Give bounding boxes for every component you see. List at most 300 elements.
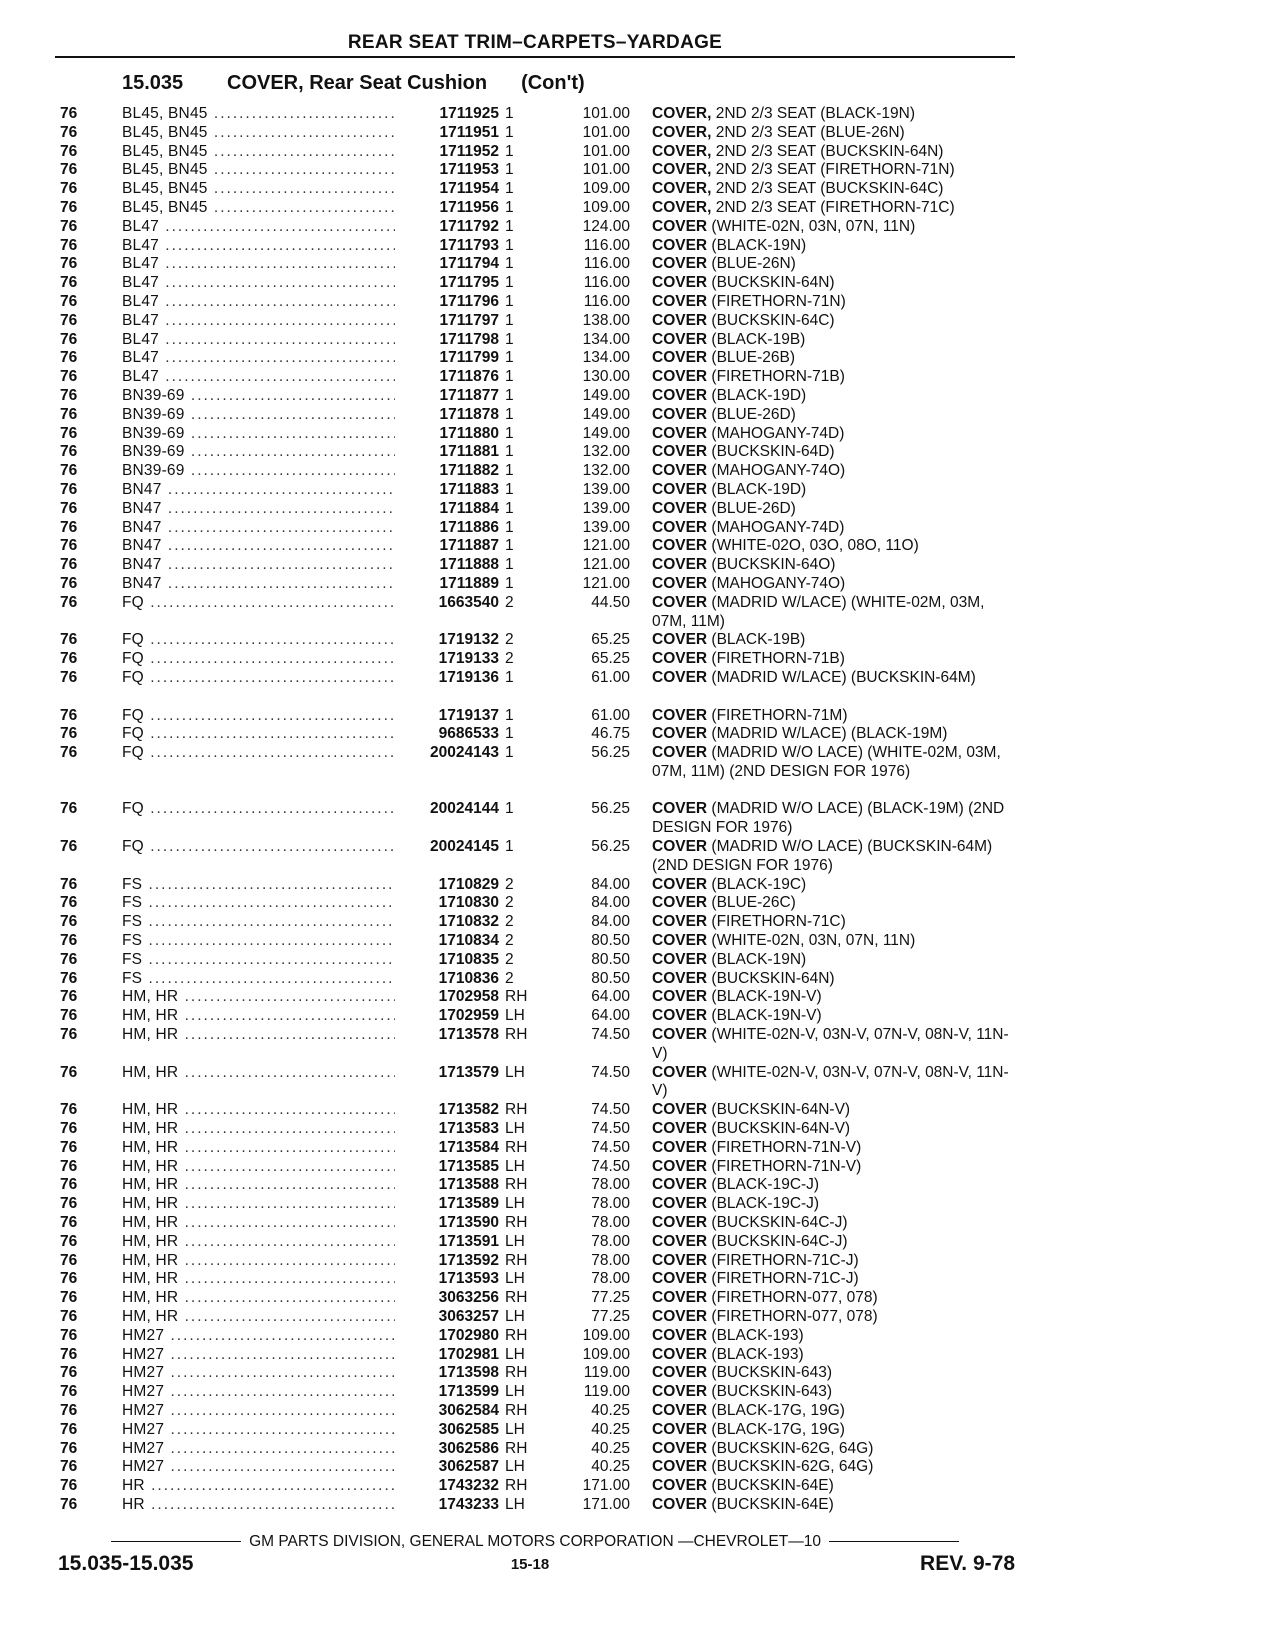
description-cell — [652, 970, 1017, 989]
part-number-cell: 1711888 — [395, 556, 499, 575]
part-number-cell: 1713578 — [395, 1026, 499, 1045]
description-text: (FIRETHORN-077, 078) — [707, 1308, 878, 1325]
description-cell — [652, 1120, 1017, 1139]
price-cell: 80.50 — [591, 950, 630, 968]
year-cell: 76 — [60, 1063, 78, 1081]
part-number-cell: 1711889 — [395, 575, 499, 594]
price-cell: 139.00 — [582, 499, 630, 517]
part-number-cell: 1713589 — [395, 1195, 499, 1214]
price-cell: 109.00 — [582, 1345, 630, 1363]
quantity-cell: 1 — [505, 725, 514, 743]
quantity-cell: 2 — [505, 631, 514, 649]
table-row — [0, 951, 1280, 970]
description-lead: COVER — [652, 913, 708, 931]
description-text: (FIRETHORN-71N-V) — [707, 1157, 862, 1175]
price-cell: 121.00 — [582, 574, 630, 592]
price-cell: 132.00 — [582, 443, 630, 461]
price-cell: 138.00 — [582, 311, 630, 329]
price-cell: 65.25 — [591, 631, 630, 649]
quantity-cell: 1 — [505, 292, 514, 310]
description-text: 2ND 2/3 SEAT (BUCKSKIN-64C) — [711, 180, 944, 198]
price-cell: 139.00 — [582, 518, 630, 536]
quantity-cell: 1 — [505, 330, 514, 348]
quantity-cell: RH — [505, 1364, 528, 1382]
year-cell: 76 — [60, 800, 78, 818]
description-lead: COVER — [652, 988, 708, 1006]
part-number-cell: 1711797 — [395, 312, 499, 331]
description-cell — [652, 1402, 1017, 1421]
description-cell — [652, 1158, 1017, 1177]
price-cell: 74.50 — [591, 1101, 630, 1119]
description-lead: COVER — [652, 1157, 708, 1175]
description-lead: COVER — [652, 650, 708, 668]
part-number-cell: 1702980 — [395, 1327, 499, 1346]
model-cell: HM, HR ..... — [122, 1064, 412, 1083]
model-cell: FS ..... — [122, 951, 412, 970]
description-cell — [652, 913, 1017, 932]
description-lead: COVER — [652, 1495, 708, 1513]
year-cell: 76 — [60, 1326, 78, 1344]
table-row — [0, 876, 1280, 895]
quantity-cell: 2 — [505, 969, 514, 987]
description-lead: COVER — [652, 668, 708, 686]
description-text: (BUCKSKIN-64E) — [707, 1495, 834, 1513]
year-cell: 76 — [60, 1458, 78, 1476]
description-cell — [652, 1308, 1017, 1327]
year-cell: 76 — [60, 274, 78, 292]
year-cell: 76 — [60, 255, 78, 273]
description-lead: COVER — [652, 292, 708, 310]
description-text: (WHITE-02N, 03N, 07N, 11N) — [707, 217, 916, 235]
table-row — [0, 631, 1280, 650]
description-text: (BUCKSKIN-64N) — [707, 969, 835, 987]
model-cell: BL45, BN45 ..... — [122, 161, 412, 180]
table-row — [0, 349, 1280, 368]
footer-revision: REV. 9-78 — [920, 1552, 1015, 1575]
description-cell — [652, 1026, 1017, 1064]
price-cell: 84.00 — [591, 894, 630, 912]
model-cell: HM27 ..... — [122, 1327, 412, 1346]
table-row — [0, 199, 1280, 218]
model-cell: BN47 ..... — [122, 575, 412, 594]
description-lead: COVER — [652, 969, 708, 987]
model-cell: HM27 ..... — [122, 1364, 412, 1383]
quantity-cell: 1 — [505, 142, 514, 160]
quantity-cell: 1 — [505, 668, 514, 686]
quantity-cell: 1 — [505, 800, 514, 818]
part-number-cell: 1711796 — [395, 293, 499, 312]
description-cell — [652, 1101, 1017, 1120]
price-cell: 61.00 — [591, 706, 630, 724]
table-row — [0, 1158, 1280, 1177]
table-row — [0, 575, 1280, 594]
description-cell — [652, 1195, 1017, 1214]
part-number-cell: 1710830 — [395, 894, 499, 913]
table-row — [0, 669, 1280, 707]
price-cell: 78.00 — [591, 1232, 630, 1250]
part-number-cell: 1713582 — [395, 1101, 499, 1120]
description-cell — [652, 1421, 1017, 1440]
part-number-cell: 3062584 — [395, 1402, 499, 1421]
description-cell — [652, 500, 1017, 519]
description-cell — [652, 1477, 1017, 1496]
model-cell: BN47 ..... — [122, 481, 412, 500]
quantity-cell: LH — [505, 1420, 525, 1438]
model-cell: HM, HR ..... — [122, 1026, 412, 1045]
quantity-cell: 2 — [505, 650, 514, 668]
description-text: (MAHOGANY-74O) — [707, 574, 846, 592]
description-text: (BUCKSKIN-64N-V) — [707, 1101, 851, 1119]
part-number-cell: 1713579 — [395, 1064, 499, 1083]
description-cell — [652, 1458, 1017, 1477]
description-text: (BLACK-19C) — [707, 875, 807, 893]
quantity-cell: 1 — [505, 236, 514, 254]
description-lead: COVER, — [652, 142, 712, 160]
description-lead: COVER — [652, 1270, 708, 1288]
description-lead: COVER — [652, 311, 708, 329]
table-row — [0, 1308, 1280, 1327]
quantity-cell: 1 — [505, 274, 514, 292]
quantity-cell: 1 — [505, 161, 514, 179]
description-text: (BLUE-26N) — [707, 255, 796, 273]
quantity-cell: LH — [505, 1063, 525, 1081]
year-cell: 76 — [60, 105, 78, 122]
description-text: (FIRETHORN-71C-J) — [707, 1251, 859, 1269]
quantity-cell: 1 — [505, 255, 514, 273]
description-text: (WHITE-02N-V, 03N-V, 07N-V, 08N-V, 11N-V) — [652, 1026, 1009, 1062]
year-cell: 76 — [60, 1120, 78, 1138]
table-row — [0, 1346, 1280, 1365]
description-lead: COVER — [652, 800, 708, 818]
description-text: (BLUE-26D) — [707, 405, 796, 423]
price-cell: 84.00 — [591, 913, 630, 931]
year-cell: 76 — [60, 1420, 78, 1438]
table-row — [0, 537, 1280, 556]
price-cell: 171.00 — [582, 1495, 630, 1513]
description-lead: COVER — [652, 1138, 708, 1156]
description-lead: COVER — [652, 950, 708, 968]
part-number-cell: 1711951 — [395, 124, 499, 143]
quantity-cell: LH — [505, 1195, 525, 1213]
year-cell: 76 — [60, 1176, 78, 1194]
model-cell: FS ..... — [122, 876, 412, 895]
model-cell: HM27 ..... — [122, 1458, 412, 1477]
description-cell — [652, 1440, 1017, 1459]
price-cell: 149.00 — [582, 424, 630, 442]
table-row — [0, 312, 1280, 331]
model-cell: BL47 ..... — [122, 237, 412, 256]
part-number-cell: 1710829 — [395, 876, 499, 895]
part-number-cell: 1711883 — [395, 481, 499, 500]
parts-list — [0, 105, 1280, 1515]
quantity-cell: 1 — [505, 537, 514, 555]
model-cell: BL47 ..... — [122, 312, 412, 331]
table-row — [0, 1270, 1280, 1289]
quantity-cell: LH — [505, 1120, 525, 1138]
price-cell: 149.00 — [582, 386, 630, 404]
year-cell: 76 — [60, 1007, 78, 1025]
part-number-cell: 1711925 — [395, 105, 499, 124]
part-number-cell: 1710832 — [395, 913, 499, 932]
quantity-cell: RH — [505, 988, 528, 1006]
description-lead: COVER — [652, 1345, 708, 1363]
model-cell: HM, HR ..... — [122, 1252, 412, 1271]
table-row — [0, 594, 1280, 632]
description-cell — [652, 124, 1017, 143]
description-cell — [652, 1064, 1017, 1102]
model-cell: BL47 ..... — [122, 331, 412, 350]
description-text: (BLACK-193) — [707, 1345, 804, 1363]
description-lead: COVER, — [652, 123, 712, 141]
table-row — [0, 462, 1280, 481]
quantity-cell: RH — [505, 1026, 528, 1044]
year-cell: 76 — [60, 650, 78, 668]
table-row — [0, 1252, 1280, 1271]
model-cell: HM, HR ..... — [122, 1176, 412, 1195]
description-text: (BUCKSKIN-64C-J) — [707, 1232, 848, 1250]
year-cell: 76 — [60, 1495, 78, 1513]
table-row — [0, 1440, 1280, 1459]
price-cell: 101.00 — [582, 105, 630, 122]
quantity-cell: LH — [505, 1232, 525, 1250]
description-lead: COVER — [652, 894, 708, 912]
part-number-cell: 1711884 — [395, 500, 499, 519]
description-text: (BLACK-193) — [707, 1326, 804, 1344]
quantity-cell: LH — [505, 1270, 525, 1288]
table-row — [0, 387, 1280, 406]
price-cell: 134.00 — [582, 330, 630, 348]
part-number-cell: 1663540 — [395, 594, 499, 613]
description-cell — [652, 1346, 1017, 1365]
table-row — [0, 1139, 1280, 1158]
quantity-cell: RH — [505, 1401, 528, 1419]
year-cell: 76 — [60, 574, 78, 592]
description-cell — [652, 368, 1017, 387]
description-text: (BUCKSKIN-643) — [707, 1364, 833, 1382]
price-cell: 78.00 — [591, 1214, 630, 1232]
model-cell: HM, HR ..... — [122, 1270, 412, 1289]
year-cell: 76 — [60, 932, 78, 950]
model-cell: FQ ..... — [122, 594, 412, 613]
description-lead: COVER — [652, 443, 708, 461]
year-cell: 76 — [60, 1214, 78, 1232]
description-cell — [652, 669, 1017, 688]
description-lead: COVER — [652, 631, 708, 649]
model-cell: HM27 ..... — [122, 1421, 412, 1440]
description-cell — [652, 800, 1017, 838]
quantity-cell: 1 — [505, 424, 514, 442]
model-cell: FQ ..... — [122, 650, 412, 669]
model-cell: HM, HR ..... — [122, 988, 412, 1007]
year-cell: 76 — [60, 1026, 78, 1044]
description-lead: COVER — [652, 593, 708, 611]
year-cell: 76 — [60, 198, 78, 216]
quantity-cell: LH — [505, 1458, 525, 1476]
quantity-cell: 1 — [505, 311, 514, 329]
quantity-cell: 1 — [505, 706, 514, 724]
price-cell: 56.25 — [591, 744, 630, 762]
description-cell — [652, 1252, 1017, 1271]
table-row — [0, 425, 1280, 444]
description-text: (MAHOGANY-74D) — [707, 424, 845, 442]
price-cell: 119.00 — [583, 1364, 630, 1382]
footer-division: GM PARTS DIVISION, GENERAL MOTORS CORPORATION —CHEVROLET—10 — [249, 1533, 821, 1550]
description-text: (BLACK-19C-J) — [707, 1195, 820, 1213]
year-cell: 76 — [60, 668, 78, 686]
part-number-cell: 1711799 — [395, 349, 499, 368]
model-cell: HM, HR ..... — [122, 1158, 412, 1177]
description-lead: COVER — [652, 1120, 708, 1138]
description-text: (MAHOGANY-74O) — [707, 462, 846, 480]
description-cell — [652, 481, 1017, 500]
table-row — [0, 707, 1280, 726]
year-cell: 76 — [60, 1101, 78, 1119]
part-number-cell: 1719132 — [395, 631, 499, 650]
price-cell: 40.25 — [591, 1458, 630, 1476]
model-cell: HM, HR ..... — [122, 1233, 412, 1252]
description-cell — [652, 312, 1017, 331]
description-lead: COVER — [652, 1026, 708, 1044]
table-row — [0, 1120, 1280, 1139]
year-cell: 76 — [60, 725, 78, 743]
model-cell: BL47 ..... — [122, 255, 412, 274]
year-cell: 76 — [60, 1477, 78, 1495]
description-text: (BLACK-17G, 19G) — [707, 1401, 845, 1419]
model-cell: HR ..... — [122, 1496, 412, 1515]
price-cell: 78.00 — [591, 1251, 630, 1269]
table-row — [0, 105, 1280, 124]
table-row — [0, 744, 1280, 800]
description-cell — [652, 537, 1017, 556]
table-row — [0, 161, 1280, 180]
description-text: (BLACK-19D) — [707, 386, 807, 404]
table-row — [0, 406, 1280, 425]
table-row — [0, 1289, 1280, 1308]
description-text: (MADRID W/LACE) (BUCKSKIN-64M) — [707, 668, 976, 686]
description-cell — [652, 331, 1017, 350]
part-number-cell: 3062585 — [395, 1421, 499, 1440]
quantity-cell: LH — [505, 1157, 525, 1175]
table-row — [0, 1496, 1280, 1515]
table-row — [0, 650, 1280, 669]
table-row — [0, 1402, 1280, 1421]
quantity-cell: RH — [505, 1289, 528, 1307]
description-text: (WHITE-02N, 03N, 07N, 11N) — [707, 932, 916, 950]
year-cell: 76 — [60, 1383, 78, 1401]
year-cell: 76 — [60, 593, 78, 611]
quantity-cell: 2 — [505, 913, 514, 931]
year-cell: 76 — [60, 405, 78, 423]
quantity-cell: 1 — [505, 744, 514, 762]
description-lead: COVER — [652, 1477, 708, 1495]
description-lead: COVER — [652, 1458, 708, 1476]
year-cell: 76 — [60, 518, 78, 536]
price-cell: 84.00 — [591, 875, 630, 893]
quantity-cell: 2 — [505, 875, 514, 893]
description-cell — [652, 349, 1017, 368]
table-row — [0, 143, 1280, 162]
quantity-cell: 1 — [505, 405, 514, 423]
year-cell: 76 — [60, 311, 78, 329]
year-cell: 76 — [60, 1364, 78, 1382]
table-row — [0, 237, 1280, 256]
table-row — [0, 1026, 1280, 1064]
quantity-cell: 1 — [505, 462, 514, 480]
table-row — [0, 1364, 1280, 1383]
description-lead: COVER — [652, 875, 708, 893]
description-text: (BLACK-19B) — [707, 631, 806, 649]
model-cell: BN47 ..... — [122, 519, 412, 538]
description-lead: COVER — [652, 1063, 708, 1081]
table-row — [0, 1214, 1280, 1233]
description-lead: COVER — [652, 725, 708, 743]
model-cell: HM27 ..... — [122, 1346, 412, 1365]
model-cell: HM, HR ..... — [122, 1214, 412, 1233]
description-lead: COVER — [652, 1195, 708, 1213]
part-number-cell: 1713598 — [395, 1364, 499, 1383]
price-cell: 44.50 — [591, 593, 630, 611]
price-cell: 56.25 — [591, 800, 630, 818]
description-lead: COVER — [652, 405, 708, 423]
model-cell: HM, HR ..... — [122, 1101, 412, 1120]
description-cell — [652, 519, 1017, 538]
model-cell: FQ ..... — [122, 800, 412, 819]
table-row — [0, 556, 1280, 575]
description-cell — [652, 237, 1017, 256]
description-cell — [652, 462, 1017, 481]
table-row — [0, 1477, 1280, 1496]
model-cell: FS ..... — [122, 913, 412, 932]
model-cell: FQ ..... — [122, 744, 412, 763]
price-cell: 130.00 — [582, 368, 630, 386]
model-cell: FS ..... — [122, 894, 412, 913]
year-cell: 76 — [60, 1308, 78, 1325]
model-cell: BN39-69 ..... — [122, 387, 412, 406]
quantity-cell: 2 — [505, 593, 514, 611]
description-cell — [652, 255, 1017, 274]
description-cell — [652, 180, 1017, 199]
part-number-cell: 1711877 — [395, 387, 499, 406]
quantity-cell: RH — [505, 1251, 528, 1269]
quantity-cell: 1 — [505, 105, 514, 122]
model-cell: FS ..... — [122, 970, 412, 989]
footer-rule-left — [111, 1541, 241, 1542]
description-cell — [652, 1327, 1017, 1346]
description-text: (BUCKSKIN-64D) — [707, 443, 835, 461]
price-cell: 61.00 — [591, 668, 630, 686]
table-row — [0, 913, 1280, 932]
year-cell: 76 — [60, 180, 78, 198]
part-number-cell: 1711887 — [395, 537, 499, 556]
table-row — [0, 970, 1280, 989]
year-cell: 76 — [60, 744, 78, 762]
year-cell: 76 — [60, 950, 78, 968]
part-number-cell: 1713590 — [395, 1214, 499, 1233]
table-row — [0, 180, 1280, 199]
year-cell: 76 — [60, 1345, 78, 1363]
description-text: (BUCKSKIN-62G, 64G) — [707, 1458, 874, 1476]
price-cell: 74.50 — [591, 1063, 630, 1081]
price-cell: 116.00 — [583, 292, 630, 310]
quantity-cell: 1 — [505, 198, 514, 216]
description-cell — [652, 161, 1017, 180]
section-heading — [122, 72, 585, 95]
part-number-cell: 3063257 — [395, 1308, 499, 1327]
description-text: 2ND 2/3 SEAT (FIRETHORN-71N) — [711, 161, 955, 179]
year-cell: 76 — [60, 1195, 78, 1213]
part-number-cell: 1711880 — [395, 425, 499, 444]
year-cell: 76 — [60, 1289, 78, 1307]
